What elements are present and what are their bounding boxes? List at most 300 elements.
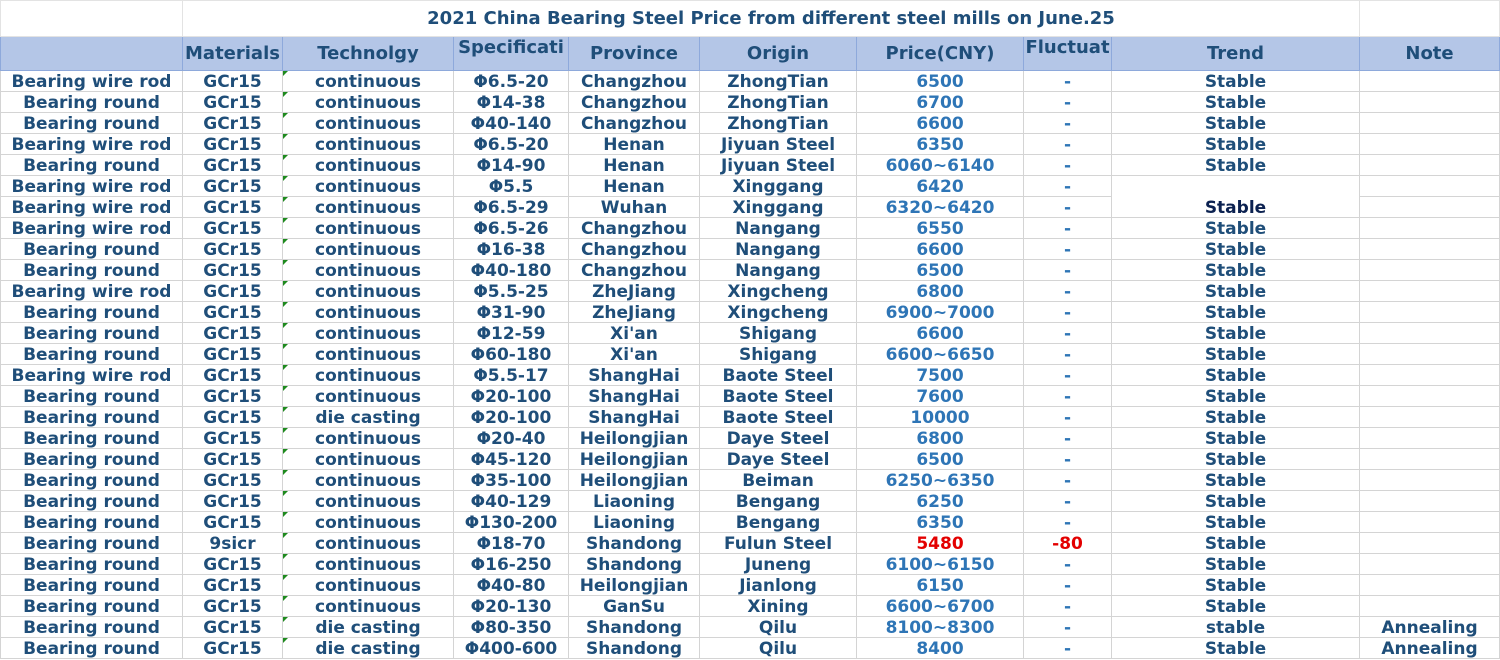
cell-trend[interactable]: Stable <box>1112 428 1360 449</box>
cell-specification[interactable]: Φ5.5-25 <box>454 281 569 302</box>
cell-note[interactable] <box>1360 134 1500 155</box>
cell-origin[interactable]: Nangang <box>700 239 857 260</box>
cell-origin[interactable]: Xinggang <box>700 176 857 197</box>
cell-product[interactable]: Bearing round <box>1 512 183 533</box>
cell-trend[interactable]: Stable <box>1112 323 1360 344</box>
cell-province[interactable]: Liaoning <box>569 491 700 512</box>
cell-material[interactable]: GCr15 <box>183 155 283 176</box>
cell-material[interactable]: GCr15 <box>183 218 283 239</box>
cell-specification[interactable]: Φ6.5-20 <box>454 134 569 155</box>
title-spacer-right[interactable] <box>1360 1 1500 37</box>
cell-technology[interactable]: die casting <box>283 617 454 638</box>
cell-province[interactable]: Changzhou <box>569 71 700 92</box>
cell-origin[interactable]: Jiyuan Steel <box>700 155 857 176</box>
cell-fluctuation[interactable]: - <box>1024 428 1112 449</box>
cell-note[interactable] <box>1360 176 1500 197</box>
cell-note[interactable] <box>1360 596 1500 617</box>
cell-fluctuation[interactable]: - <box>1024 155 1112 176</box>
cell-price[interactable]: 6250 <box>857 491 1024 512</box>
cell-origin[interactable]: Jianlong <box>700 575 857 596</box>
cell-price[interactable]: 6420 <box>857 176 1024 197</box>
cell-specification[interactable]: Φ45-120 <box>454 449 569 470</box>
cell-product[interactable]: Bearing round <box>1 491 183 512</box>
cell-fluctuation[interactable]: - <box>1024 344 1112 365</box>
cell-note[interactable] <box>1360 71 1500 92</box>
cell-province[interactable]: Changzhou <box>569 239 700 260</box>
header-trend[interactable]: Trend <box>1112 37 1360 71</box>
cell-product[interactable]: Bearing round <box>1 239 183 260</box>
cell-price[interactable]: 6060~6140 <box>857 155 1024 176</box>
sheet-title[interactable]: 2021 China Bearing Steel Price from different steel mills on June.25 <box>183 1 1360 37</box>
cell-origin[interactable]: Beiman <box>700 470 857 491</box>
cell-province[interactable]: Heilongjian <box>569 575 700 596</box>
cell-fluctuation[interactable]: - <box>1024 617 1112 638</box>
cell-origin[interactable]: ZhongTian <box>700 71 857 92</box>
cell-product[interactable]: Bearing wire rod <box>1 176 183 197</box>
cell-province[interactable]: Shandong <box>569 638 700 659</box>
cell-product[interactable]: Bearing round <box>1 323 183 344</box>
cell-note[interactable] <box>1360 407 1500 428</box>
cell-price[interactable]: 8400 <box>857 638 1024 659</box>
cell-note[interactable] <box>1360 449 1500 470</box>
cell-specification[interactable]: Φ5.5-17 <box>454 365 569 386</box>
cell-price[interactable]: 6250~6350 <box>857 470 1024 491</box>
cell-note[interactable] <box>1360 323 1500 344</box>
cell-technology[interactable]: continuous <box>283 596 454 617</box>
cell-origin[interactable]: Xingcheng <box>700 302 857 323</box>
cell-province[interactable]: GanSu <box>569 596 700 617</box>
cell-province[interactable]: Changzhou <box>569 113 700 134</box>
cell-note[interactable] <box>1360 554 1500 575</box>
header-product[interactable] <box>1 37 183 71</box>
cell-material[interactable]: GCr15 <box>183 428 283 449</box>
cell-specification[interactable]: Φ6.5-29 <box>454 197 569 218</box>
cell-note[interactable] <box>1360 218 1500 239</box>
cell-technology[interactable]: continuous <box>283 449 454 470</box>
cell-price[interactable]: 6600 <box>857 323 1024 344</box>
header-note[interactable]: Note <box>1360 37 1500 71</box>
cell-note[interactable] <box>1360 113 1500 134</box>
header-specification[interactable]: Specificati <box>454 37 569 71</box>
cell-specification[interactable]: Φ40-80 <box>454 575 569 596</box>
cell-trend[interactable]: Stable <box>1112 470 1360 491</box>
cell-specification[interactable]: Φ20-100 <box>454 407 569 428</box>
cell-specification[interactable]: Φ16-250 <box>454 554 569 575</box>
cell-province[interactable]: ZheJiang <box>569 302 700 323</box>
cell-material[interactable]: GCr15 <box>183 176 283 197</box>
cell-fluctuation[interactable]: - <box>1024 302 1112 323</box>
table-row <box>1 239 1500 260</box>
cell-product[interactable]: Bearing round <box>1 92 183 113</box>
cell-technology[interactable]: continuous <box>283 197 454 218</box>
cell-origin[interactable]: Nangang <box>700 260 857 281</box>
cell-product[interactable]: Bearing wire rod <box>1 281 183 302</box>
cell-origin[interactable]: Bengang <box>700 491 857 512</box>
cell-material[interactable]: GCr15 <box>183 638 283 659</box>
header-technology[interactable]: Technolgy <box>283 37 454 71</box>
cell-material[interactable]: GCr15 <box>183 596 283 617</box>
cell-price[interactable]: 6350 <box>857 134 1024 155</box>
cell-price[interactable]: 6600 <box>857 239 1024 260</box>
cell-technology[interactable]: continuous <box>283 428 454 449</box>
cell-province[interactable]: ZheJiang <box>569 281 700 302</box>
cell-province[interactable]: Shandong <box>569 533 700 554</box>
cell-note[interactable] <box>1360 533 1500 554</box>
cell-material[interactable]: 9sicr <box>183 533 283 554</box>
cell-product[interactable]: Bearing round <box>1 302 183 323</box>
cell-trend[interactable]: Stable <box>1112 596 1360 617</box>
cell-technology[interactable]: continuous <box>283 176 454 197</box>
cell-fluctuation[interactable]: - <box>1024 365 1112 386</box>
cell-price[interactable]: 6700 <box>857 92 1024 113</box>
cell-product[interactable]: Bearing round <box>1 617 183 638</box>
cell-specification[interactable]: Φ80-350 <box>454 617 569 638</box>
cell-trend[interactable]: Stable <box>1112 155 1360 176</box>
cell-specification[interactable]: Φ35-100 <box>454 470 569 491</box>
cell-trend[interactable]: Stable <box>1112 512 1360 533</box>
cell-fluctuation[interactable]: - <box>1024 470 1112 491</box>
header-price[interactable]: Price(CNY) <box>857 37 1024 71</box>
cell-price[interactable]: 6500 <box>857 449 1024 470</box>
cell-fluctuation[interactable]: - <box>1024 260 1112 281</box>
cell-technology[interactable]: continuous <box>283 113 454 134</box>
cell-price[interactable]: 6600 <box>857 113 1024 134</box>
cell-specification[interactable]: Φ60-180 <box>454 344 569 365</box>
cell-fluctuation[interactable]: - <box>1024 449 1112 470</box>
cell-note[interactable] <box>1360 365 1500 386</box>
cell-province[interactable]: Heilongjian <box>569 428 700 449</box>
cell-trend[interactable]: Stable <box>1112 575 1360 596</box>
cell-fluctuation[interactable]: - <box>1024 575 1112 596</box>
cell-material[interactable]: GCr15 <box>183 344 283 365</box>
cell-fluctuation[interactable]: - <box>1024 386 1112 407</box>
cell-price[interactable]: 6800 <box>857 281 1024 302</box>
cell-product[interactable]: Bearing round <box>1 260 183 281</box>
cell-trend[interactable]: Stable <box>1112 386 1360 407</box>
cell-note[interactable] <box>1360 239 1500 260</box>
cell-product[interactable]: Bearing wire rod <box>1 134 183 155</box>
cell-fluctuation[interactable]: - <box>1024 197 1112 218</box>
cell-technology[interactable]: continuous <box>283 512 454 533</box>
cell-price[interactable]: 6600~6650 <box>857 344 1024 365</box>
cell-price[interactable]: 6550 <box>857 218 1024 239</box>
cell-price[interactable]: 7600 <box>857 386 1024 407</box>
cell-note[interactable] <box>1360 302 1500 323</box>
cell-price[interactable]: 5480 <box>857 533 1024 554</box>
cell-trend[interactable]: Stable <box>1112 218 1360 239</box>
cell-material[interactable]: GCr15 <box>183 113 283 134</box>
cell-trend[interactable]: Stable <box>1112 344 1360 365</box>
cell-specification[interactable]: Φ130-200 <box>454 512 569 533</box>
cell-material[interactable]: GCr15 <box>183 470 283 491</box>
header-province[interactable]: Province <box>569 37 700 71</box>
cell-note[interactable] <box>1360 428 1500 449</box>
cell-technology[interactable]: continuous <box>283 281 454 302</box>
cell-province[interactable]: Shandong <box>569 554 700 575</box>
cell-product[interactable]: Bearing round <box>1 428 183 449</box>
cell-trend[interactable]: Stable <box>1112 260 1360 281</box>
cell-price[interactable]: 6800 <box>857 428 1024 449</box>
cell-technology[interactable]: continuous <box>283 344 454 365</box>
header-fluctuation[interactable]: Fluctuat <box>1024 37 1112 71</box>
cell-origin[interactable]: Baote Steel <box>700 365 857 386</box>
cell-province[interactable]: Xi'an <box>569 323 700 344</box>
table-row <box>1 596 1500 617</box>
cell-material[interactable]: GCr15 <box>183 554 283 575</box>
cell-province[interactable]: Heilongjian <box>569 470 700 491</box>
table-row <box>1 113 1500 134</box>
cell-note[interactable] <box>1360 92 1500 113</box>
cell-product[interactable]: Bearing round <box>1 533 183 554</box>
cell-origin[interactable]: Qilu <box>700 638 857 659</box>
cell-trend[interactable]: stable <box>1112 617 1360 638</box>
cell-material[interactable]: GCr15 <box>183 491 283 512</box>
cell-specification[interactable]: Φ40-180 <box>454 260 569 281</box>
cell-technology[interactable]: continuous <box>283 554 454 575</box>
cell-trend[interactable]: Stable <box>1112 176 1360 218</box>
cell-technology[interactable]: continuous <box>283 575 454 596</box>
cell-material[interactable]: GCr15 <box>183 281 283 302</box>
cell-material[interactable]: GCr15 <box>183 197 283 218</box>
cell-material[interactable]: GCr15 <box>183 323 283 344</box>
cell-province[interactable]: Liaoning <box>569 512 700 533</box>
cell-technology[interactable]: continuous <box>283 470 454 491</box>
cell-origin[interactable]: Xingcheng <box>700 281 857 302</box>
cell-technology[interactable]: continuous <box>283 134 454 155</box>
cell-note[interactable] <box>1360 575 1500 596</box>
cell-price[interactable]: 6320~6420 <box>857 197 1024 218</box>
cell-origin[interactable]: Xinggang <box>700 197 857 218</box>
cell-trend[interactable]: Stable <box>1112 365 1360 386</box>
cell-price[interactable]: 7500 <box>857 365 1024 386</box>
cell-material[interactable]: GCr15 <box>183 302 283 323</box>
cell-product[interactable]: Bearing round <box>1 575 183 596</box>
cell-trend[interactable]: Stable <box>1112 113 1360 134</box>
cell-province[interactable]: Shandong <box>569 617 700 638</box>
cell-origin[interactable]: Baote Steel <box>700 386 857 407</box>
cell-origin[interactable]: ZhongTian <box>700 113 857 134</box>
cell-material[interactable]: GCr15 <box>183 386 283 407</box>
cell-trend[interactable]: Stable <box>1112 533 1360 554</box>
cell-fluctuation[interactable]: - <box>1024 554 1112 575</box>
cell-origin[interactable]: ZhongTian <box>700 92 857 113</box>
cell-price[interactable]: 10000 <box>857 407 1024 428</box>
cell-fluctuation[interactable]: - <box>1024 92 1112 113</box>
cell-technology[interactable]: continuous <box>283 365 454 386</box>
cell-origin[interactable]: Jiyuan Steel <box>700 134 857 155</box>
table-row <box>1 512 1500 533</box>
cell-origin[interactable]: Xining <box>700 596 857 617</box>
table-row <box>1 155 1500 176</box>
cell-material[interactable]: GCr15 <box>183 617 283 638</box>
cell-price[interactable]: 6100~6150 <box>857 554 1024 575</box>
cell-fluctuation[interactable]: - <box>1024 218 1112 239</box>
header-materials[interactable]: Materials <box>183 37 283 71</box>
cell-material[interactable]: GCr15 <box>183 71 283 92</box>
cell-product[interactable]: Bearing wire rod <box>1 218 183 239</box>
cell-trend[interactable]: Stable <box>1112 407 1360 428</box>
cell-note[interactable] <box>1360 386 1500 407</box>
cell-price[interactable]: 8100~8300 <box>857 617 1024 638</box>
cell-fluctuation[interactable]: - <box>1024 239 1112 260</box>
cell-origin[interactable]: Nangang <box>700 218 857 239</box>
cell-technology[interactable]: continuous <box>283 491 454 512</box>
cell-note[interactable] <box>1360 155 1500 176</box>
cell-province[interactable]: Henan <box>569 176 700 197</box>
cell-product[interactable]: Bearing round <box>1 344 183 365</box>
cell-product[interactable]: Bearing round <box>1 113 183 134</box>
cell-material[interactable]: GCr15 <box>183 260 283 281</box>
cell-province[interactable]: ShangHai <box>569 386 700 407</box>
cell-product[interactable]: Bearing round <box>1 638 183 659</box>
cell-product[interactable]: Bearing round <box>1 407 183 428</box>
cell-specification[interactable]: Φ6.5-20 <box>454 71 569 92</box>
cell-trend[interactable]: Stable <box>1112 92 1360 113</box>
cell-fluctuation[interactable]: - <box>1024 176 1112 197</box>
header-origin[interactable]: Origin <box>700 37 857 71</box>
cell-fluctuation[interactable]: - <box>1024 596 1112 617</box>
cell-technology[interactable]: continuous <box>283 239 454 260</box>
cell-fluctuation[interactable]: - <box>1024 638 1112 659</box>
cell-material[interactable]: GCr15 <box>183 575 283 596</box>
cell-material[interactable]: GCr15 <box>183 92 283 113</box>
cell-province[interactable]: Heilongjian <box>569 449 700 470</box>
cell-specification[interactable]: Φ31-90 <box>454 302 569 323</box>
cell-origin[interactable]: Baote Steel <box>700 407 857 428</box>
cell-specification[interactable]: Φ40-129 <box>454 491 569 512</box>
cell-specification[interactable]: Φ5.5 <box>454 176 569 197</box>
cell-technology[interactable]: continuous <box>283 71 454 92</box>
cell-trend[interactable]: Stable <box>1112 134 1360 155</box>
cell-trend[interactable]: Stable <box>1112 71 1360 92</box>
table-row <box>1 134 1500 155</box>
cell-fluctuation[interactable]: - <box>1024 491 1112 512</box>
cell-technology[interactable]: continuous <box>283 155 454 176</box>
cell-technology[interactable]: continuous <box>283 386 454 407</box>
cell-origin[interactable]: Fulun Steel <box>700 533 857 554</box>
cell-note[interactable] <box>1360 512 1500 533</box>
table-row <box>1 491 1500 512</box>
cell-technology[interactable]: die casting <box>283 638 454 659</box>
cell-origin[interactable]: Daye Steel <box>700 449 857 470</box>
cell-product[interactable]: Bearing round <box>1 449 183 470</box>
cell-product[interactable]: Bearing round <box>1 554 183 575</box>
cell-fluctuation[interactable]: - <box>1024 134 1112 155</box>
cell-fluctuation[interactable]: - <box>1024 71 1112 92</box>
cell-note[interactable] <box>1360 470 1500 491</box>
cell-material[interactable]: GCr15 <box>183 449 283 470</box>
cell-product[interactable]: Bearing wire rod <box>1 197 183 218</box>
cell-fluctuation[interactable]: - <box>1024 512 1112 533</box>
cell-technology[interactable]: continuous <box>283 323 454 344</box>
cell-product[interactable]: Bearing round <box>1 470 183 491</box>
cell-origin[interactable]: Daye Steel <box>700 428 857 449</box>
cell-material[interactable]: GCr15 <box>183 512 283 533</box>
cell-province[interactable]: ShangHai <box>569 365 700 386</box>
cell-note[interactable] <box>1360 197 1500 218</box>
cell-fluctuation[interactable]: - <box>1024 407 1112 428</box>
cell-technology[interactable]: continuous <box>283 302 454 323</box>
cell-fluctuation[interactable]: - <box>1024 113 1112 134</box>
title-spacer[interactable] <box>1 1 183 37</box>
cell-note[interactable] <box>1360 344 1500 365</box>
cell-material[interactable]: GCr15 <box>183 134 283 155</box>
cell-technology[interactable]: continuous <box>283 218 454 239</box>
cell-trend[interactable]: Stable <box>1112 554 1360 575</box>
cell-trend[interactable]: Stable <box>1112 302 1360 323</box>
cell-price[interactable]: 6500 <box>857 260 1024 281</box>
cell-origin[interactable]: Shigang <box>700 344 857 365</box>
cell-material[interactable]: GCr15 <box>183 407 283 428</box>
cell-note[interactable] <box>1360 281 1500 302</box>
cell-price[interactable]: 6900~7000 <box>857 302 1024 323</box>
cell-trend[interactable]: Stable <box>1112 281 1360 302</box>
cell-specification[interactable]: Φ40-140 <box>454 113 569 134</box>
cell-fluctuation[interactable]: - <box>1024 281 1112 302</box>
cell-fluctuation[interactable]: -80 <box>1024 533 1112 554</box>
cell-product[interactable]: Bearing round <box>1 386 183 407</box>
cell-technology[interactable]: die casting <box>283 407 454 428</box>
table-row <box>1 92 1500 113</box>
cell-specification[interactable]: Φ20-100 <box>454 386 569 407</box>
cell-specification[interactable]: Φ14-90 <box>454 155 569 176</box>
cell-fluctuation[interactable]: - <box>1024 323 1112 344</box>
cell-trend[interactable]: Stable <box>1112 239 1360 260</box>
cell-origin[interactable]: Shigang <box>700 323 857 344</box>
cell-material[interactable]: GCr15 <box>183 365 283 386</box>
cell-material[interactable]: GCr15 <box>183 239 283 260</box>
cell-province[interactable]: Wuhan <box>569 197 700 218</box>
cell-specification[interactable]: Φ400-600 <box>454 638 569 659</box>
cell-specification[interactable]: Φ20-130 <box>454 596 569 617</box>
cell-specification[interactable]: Φ18-70 <box>454 533 569 554</box>
cell-technology[interactable]: continuous <box>283 260 454 281</box>
cell-trend[interactable]: Stable <box>1112 491 1360 512</box>
cell-price[interactable]: 6350 <box>857 512 1024 533</box>
cell-note[interactable] <box>1360 491 1500 512</box>
cell-specification[interactable]: Φ16-38 <box>454 239 569 260</box>
cell-province[interactable]: Changzhou <box>569 260 700 281</box>
cell-specification[interactable]: Φ20-40 <box>454 428 569 449</box>
cell-technology[interactable]: continuous <box>283 533 454 554</box>
cell-product[interactable]: Bearing wire rod <box>1 365 183 386</box>
cell-note[interactable]: Annealing <box>1360 638 1500 659</box>
cell-province[interactable]: Henan <box>569 134 700 155</box>
cell-province[interactable]: Henan <box>569 155 700 176</box>
cell-price[interactable]: 6600~6700 <box>857 596 1024 617</box>
cell-price[interactable]: 6500 <box>857 71 1024 92</box>
cell-trend[interactable]: Stable <box>1112 638 1360 659</box>
cell-note[interactable]: Annealing <box>1360 617 1500 638</box>
cell-province[interactable]: Changzhou <box>569 92 700 113</box>
cell-province[interactable]: Changzhou <box>569 218 700 239</box>
cell-product[interactable]: Bearing wire rod <box>1 71 183 92</box>
cell-specification[interactable]: Φ6.5-26 <box>454 218 569 239</box>
cell-price[interactable]: 6150 <box>857 575 1024 596</box>
cell-product[interactable]: Bearing round <box>1 596 183 617</box>
cell-technology[interactable]: continuous <box>283 92 454 113</box>
cell-trend[interactable]: Stable <box>1112 449 1360 470</box>
cell-origin[interactable]: Bengang <box>700 512 857 533</box>
cell-specification[interactable]: Φ12-59 <box>454 323 569 344</box>
cell-province[interactable]: ShangHai <box>569 407 700 428</box>
cell-product[interactable]: Bearing round <box>1 155 183 176</box>
cell-province[interactable]: Xi'an <box>569 344 700 365</box>
cell-specification[interactable]: Φ14-38 <box>454 92 569 113</box>
cell-origin[interactable]: Qilu <box>700 617 857 638</box>
cell-note[interactable] <box>1360 260 1500 281</box>
cell-origin[interactable]: Juneng <box>700 554 857 575</box>
